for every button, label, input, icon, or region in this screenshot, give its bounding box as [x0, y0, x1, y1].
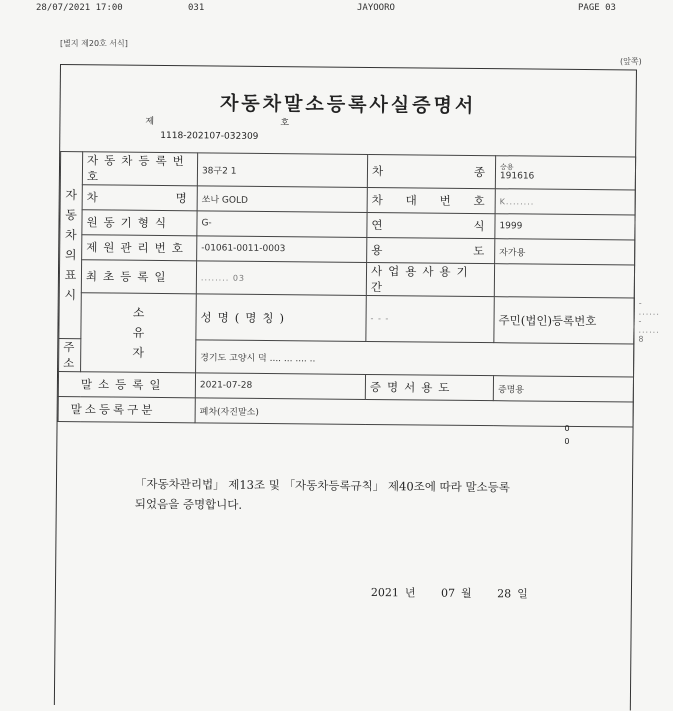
fax-code: 031 — [188, 3, 204, 13]
date-year-unit: 년 — [405, 586, 416, 599]
date-month: 07 — [441, 587, 455, 600]
purpose-label: 증명서용도 — [365, 374, 493, 400]
zero-mark: 0 — [564, 435, 569, 448]
number-suffix: 호 — [280, 115, 289, 128]
engine-value: G- — [197, 211, 367, 238]
address-value: 경기도 고양시 덕 .... ... .... .. — [196, 340, 634, 377]
table-row — [60, 152, 635, 191]
vin-label: 차 대 번 호 — [367, 187, 495, 213]
biz-period-value — [494, 264, 634, 298]
type-value: 191616 — [500, 171, 631, 182]
use-value: 자가용 — [495, 239, 635, 265]
zero-mark: 0 — [564, 422, 569, 435]
number-prefix: 제 — [145, 114, 154, 127]
zero-marks — [564, 422, 569, 448]
form-label: [별지 제20호 서식] — [60, 38, 128, 49]
reg-no-value: 38구2 1 — [197, 153, 367, 188]
owner-id-label: 주민(법인)등록번호 — [494, 297, 634, 344]
fax-header — [0, 3, 673, 17]
first-reg-value: ........ 03 — [196, 261, 366, 296]
date-month-unit: 월 — [461, 587, 472, 600]
certification-statement — [135, 474, 510, 518]
type-label: 차 종 — [367, 154, 495, 188]
name-label: 차 명 — [82, 185, 197, 211]
type-cell — [495, 156, 635, 190]
address-label: 주 소 — [59, 339, 81, 372]
biz-period-label: 사업용사용기간 — [366, 262, 494, 296]
date-year: 2021 — [371, 586, 399, 599]
statement-line: 「자동차관리법」 제13조 및 「자동차등록규칙」 제40조에 따라 말소등록 — [135, 474, 510, 498]
certificate-document — [54, 64, 637, 711]
issue-date — [371, 584, 534, 602]
table-row — [59, 260, 634, 299]
year-value: 1999 — [495, 214, 635, 240]
fax-datetime: 28/07/2021 17:00 — [36, 3, 123, 13]
owner-name-label: 성명(명칭) — [196, 294, 366, 342]
engine-label: 원동기형식 — [82, 210, 197, 236]
type-small: 승용 — [500, 163, 631, 172]
vehicle-info-table — [58, 151, 637, 428]
vehicle-group-label: 자 동 차 의 표 시 — [59, 152, 83, 339]
date-day: 28 — [497, 587, 511, 600]
form-side: (앞쪽) — [620, 56, 642, 67]
statement-line: 되었음을 증명합니다. — [135, 494, 510, 518]
mgmt-value: -01061-0011-0003 — [197, 236, 367, 263]
fax-sender: JAYOORO — [357, 3, 395, 13]
reg-no-label: 자동차등록번호 — [82, 152, 197, 186]
document-title: 자동차말소등록사실증명서 — [61, 87, 636, 120]
vin-value: K........ — [495, 189, 635, 215]
document-number: 1118-202107-032309 — [160, 131, 258, 142]
mgmt-label: 제원관리번호 — [82, 235, 197, 261]
name-value: 쏘나 GOLD — [197, 186, 367, 213]
cancel-type-label: 말소등록구분 — [58, 396, 195, 422]
purpose-value: 증명용 — [493, 376, 633, 402]
table-row — [58, 396, 633, 427]
owner-name-value: - - - — [366, 295, 494, 342]
date-day-unit: 일 — [517, 587, 528, 600]
year-label: 연 식 — [367, 212, 495, 238]
cancel-date-value: 2021-07-28 — [195, 373, 365, 400]
cancel-date-label: 말소등록일 — [58, 372, 195, 398]
owner-group-label: 소 유 자 — [81, 293, 197, 373]
fax-page: PAGE 03 — [578, 3, 616, 13]
table-row — [59, 293, 634, 345]
cancel-type-value: 폐차(자진말소) — [195, 398, 633, 427]
use-label: 용 도 — [367, 237, 495, 263]
first-reg-label: 최초등록일 — [81, 260, 196, 294]
